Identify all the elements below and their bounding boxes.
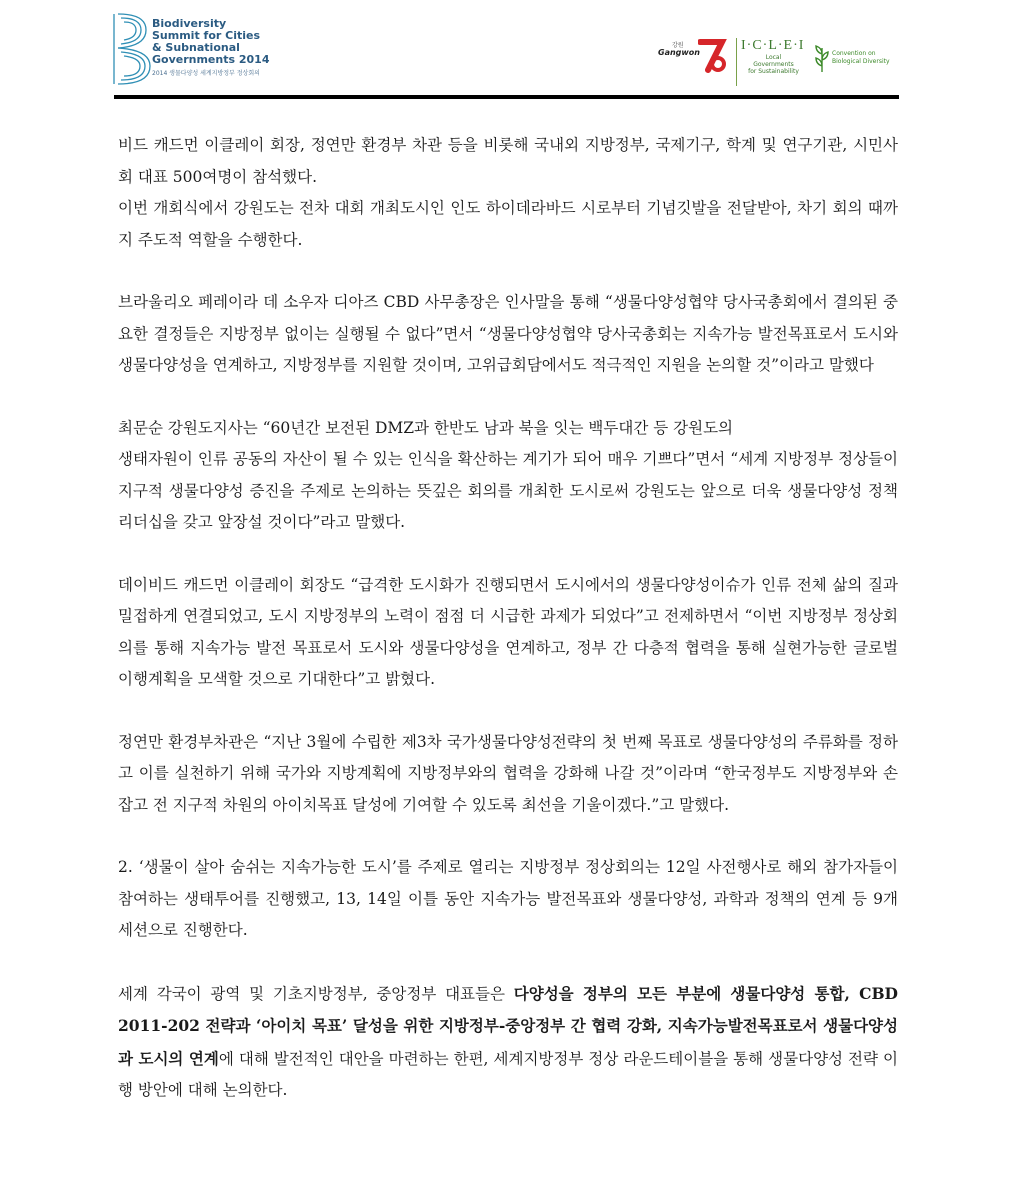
iclei-logo	[736, 38, 806, 86]
iclei-logo-line: Governments	[753, 61, 794, 68]
paragraph-line: 최문순 강원도지사는 “60년간 보전된 DMZ과 한반도 남과 북을 잇는 백두대간 등 강원도의	[118, 418, 734, 437]
paragraph: 데이비드 캐드먼 이클레이 회장도 “급격한 도시화가 진행되면서 도시에서의 생물다양성이슈가 인류 전체 삶의 질과 밀접하게 연결되었고, 도시 지방정부의 노력이 점점 더 시급한 과제가 되었다”고 전제하면서 “이번 지방정부 정상회의를 통해 지속가능 발전 목표로서 도시와 생물다양성을 연계하고, 정부 간 다층적 협력을 통해 실현가능한 글로벌 이행계획을 모색할 것으로 기대한다”고 밝혔다.	[118, 575, 898, 688]
biodiversity-summit-logo	[112, 12, 272, 88]
paragraph: 비드 캐드먼 이클레이 회장, 정연만 환경부 차관 등을 비롯해 국내외 지방정부, 국제기구, 학계 및 연구기관, 시민사회 대표 500여명이 참석했다.	[118, 136, 898, 186]
summit-logo-line: & Subnational	[152, 41, 240, 54]
cbd-logo	[814, 44, 894, 80]
iclei-logo-line: Local	[765, 54, 782, 61]
summit-logo-text	[152, 18, 269, 66]
paragraph: 생태자원이 인류 공동의 자산이 될 수 있는 인식을 확산하는 계기가 되어 매우 기쁘다”면서 “세계 지방정부 정상들이 지구적 생물다양성 증진을 주제로 논의하는 뜻깊은 회의를 개최한 도시로써 강원도는 앞으로 더욱 생물다양성 정책 리더십을 갖고 앞장설 것이다”라고 말했다.	[118, 450, 898, 531]
summit-logo-line: Biodiversity	[152, 17, 227, 30]
paragraph-gap	[118, 256, 898, 287]
paragraph-text: 세계 각국이 광역 및 기초지방정부, 중앙정부 대표들은	[118, 984, 514, 1003]
paragraph: 2. ‘생물이 살아 숨쉬는 지속가능한 도시’를 주제로 열리는 지방정부 정상회의는 12일 사전행사로 해외 참가자들이 참여하는 생태투어를 진행했고, 13, 14일 이틀 동안 지속가능 발전목표와 생물다양성, 과학과 정책의 연계 등 9개 세션으로 진행한다.	[118, 858, 898, 939]
page-header	[112, 10, 899, 96]
gangwon-logo	[658, 38, 728, 78]
paragraph-text: 에 대해 발전적인 대안을 마련하는 한편, 세계지방정부 정상 라운드테이블을 통해 생물다양성 전략 이행 방안에 대해 논의한다.	[118, 1049, 898, 1099]
summit-logo-mark-icon	[112, 12, 152, 86]
cbd-logo-line: Biological Diversity	[832, 58, 890, 65]
cbd-leaf-icon	[814, 44, 830, 74]
iclei-logo-title: I·C·L·E·I	[741, 38, 805, 53]
paragraph-gap	[118, 539, 898, 570]
paragraph-gap	[118, 947, 898, 978]
header-rule	[114, 95, 899, 99]
gangwon-logo-text: Gangwon	[658, 48, 700, 57]
paragraph-gap	[118, 382, 898, 413]
summit-logo-subtitle: 2014 생물다양성 세계지방정부 정상회의	[152, 70, 260, 77]
summit-logo-line: Summit for Cities	[152, 29, 261, 42]
paragraph-gap	[118, 821, 898, 852]
paragraph: 이번 개회식에서 강원도는 전차 대회 개최도시인 인도 하이데라바드 시로부터 기념깃발을 전달받아, 차기 회의 때까지 주도적 역할을 수행한다.	[118, 199, 898, 249]
gangwon-logo-small-text: 강원	[672, 42, 684, 49]
gangwon-mark-icon	[698, 38, 728, 74]
iclei-logo-line: for Sustainability	[748, 68, 799, 75]
summit-logo-line: Governments 2014	[152, 53, 270, 66]
paragraph: 브라울리오 페레이라 데 소우자 디아즈 CBD 사무총장은 인사말을 통해 “생물다양성협약 당사국총회에서 결의된 중요한 결정들은 지방정부 없이는 실행될 수 없다”면서 “생물다양성협약 당사국총회는 지속가능 발전목표로서 도시와 생물다양성을 연계하고, 지방정부를 지원할 것이며, 고위급회담에서도 적극적인 지원을 논의할 것”이라고 말했다	[118, 293, 898, 374]
cbd-logo-line: Convention on	[832, 50, 876, 57]
paragraph	[118, 978, 898, 1107]
paragraph-gap	[118, 696, 898, 727]
paragraph: 정연만 환경부차관은 “지난 3월에 수립한 제3차 국가생물다양성전략의 첫 번째 목표로 생물다양성의 주류화를 정하고 이를 실천하기 위해 국가와 지방계획에 지방정부와의 협력을 강화해 나갈 것”이라며 “한국정부도 지방정부와 손잡고 전 지구적 차원의 아이치목표 달성에 기여할 수 있도록 최선을 기울이겠다.”고 말했다.	[118, 732, 898, 814]
paragraph-bold-text: 다양성을 정부의 모든 부분에 생물다양성 통합, CBD 2011-202 전략과 ‘아이치 목표’ 달성을 위한 지방정부-중앙정부 간 협력 강화, 지속가능발전목표로서 생물다양성과 도시의 연계	[118, 983, 898, 1068]
cbd-logo-text	[832, 50, 890, 66]
document-body	[118, 130, 898, 1107]
